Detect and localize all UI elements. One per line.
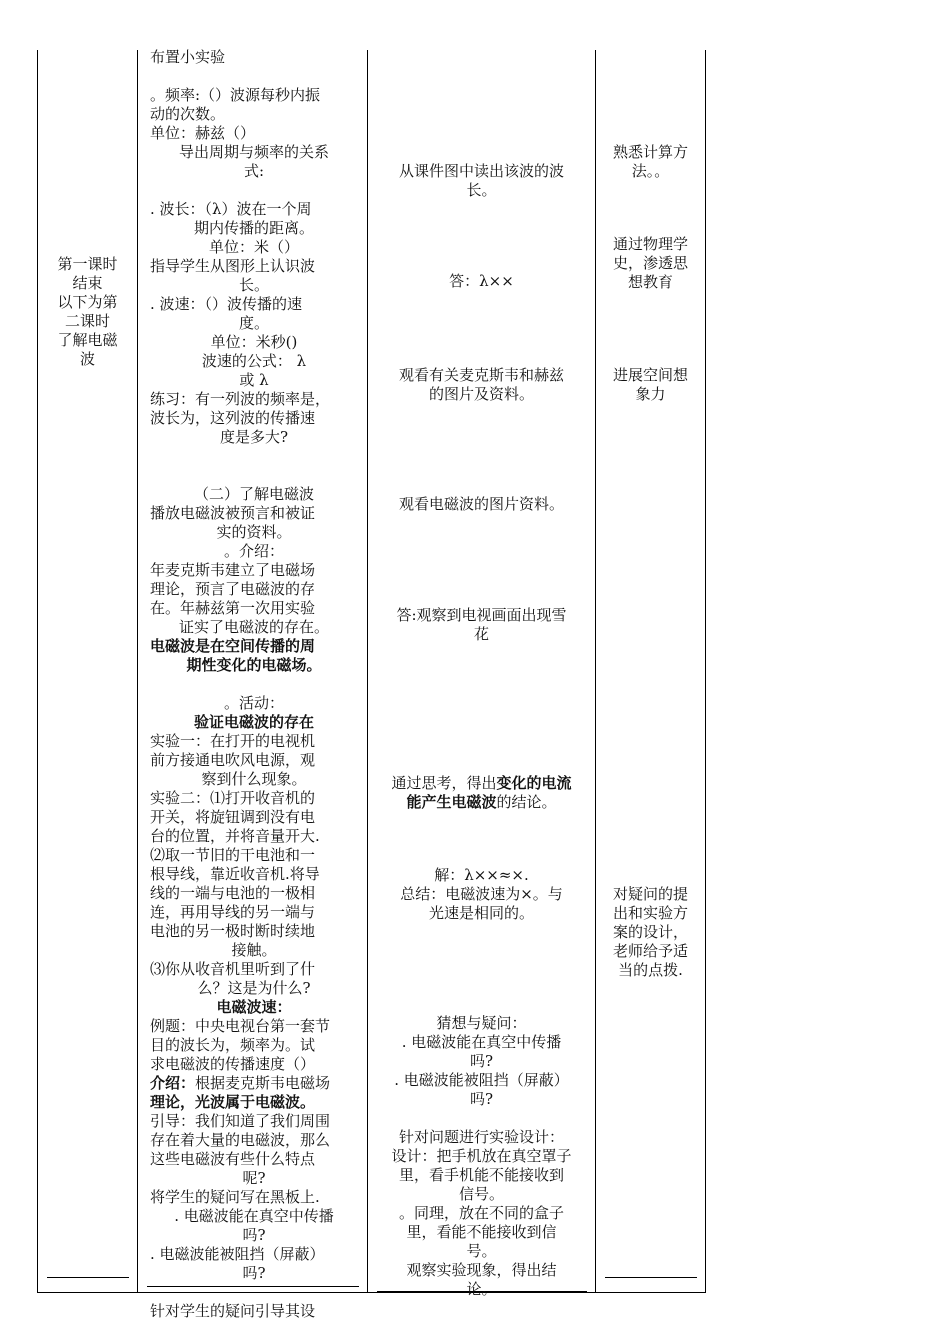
text-line: 结束 — [72, 274, 103, 292]
text-line: 导出周期与频率的关系 — [178, 143, 329, 161]
student-activity-block — [368, 774, 595, 812]
text-line: 。介绍： — [223, 542, 284, 560]
text-line: 二课时 — [64, 312, 110, 330]
cell-underline-col1 — [47, 1277, 129, 1278]
text-line: . 电磁波能被阻挡（屏蔽） — [150, 1245, 325, 1263]
text-line: 老师给予适 — [612, 942, 688, 960]
text-line: 期性变化的电磁场。 — [186, 656, 322, 674]
student-activity-block — [368, 272, 595, 291]
text-line: 电磁波是在空间传播的周 — [150, 637, 316, 655]
text-line: （二）了解电磁波 — [193, 485, 314, 503]
text-line: 吗? — [469, 1090, 494, 1108]
text-line: 练习：有一列波的频率是， — [150, 390, 331, 408]
text-line: 信号。 — [458, 1185, 504, 1203]
student-activity-block — [368, 1014, 595, 1299]
student-activity-column — [368, 0, 595, 1344]
text-line: 求电磁波的传播速度（） — [150, 1055, 316, 1073]
text-line: 度。 — [238, 314, 269, 332]
text-line: 号。 — [466, 1242, 497, 1260]
text-line: 前方接通电吹风电源，观 — [150, 751, 316, 769]
text-line: 史，渗透思 — [612, 254, 688, 272]
text-line: 。频率:（）波源每秒内振 — [150, 86, 321, 104]
text-line: 设计：把手机放在真空罩子 — [391, 1147, 572, 1165]
text-line: 年麦克斯韦建立了电磁场 — [150, 561, 316, 579]
teacher-activity-column — [150, 48, 358, 1321]
text-line: 观看有关麦克斯韦和赫兹 — [398, 366, 564, 384]
text-line: 解：λ××≈×. — [434, 866, 529, 884]
text-line — [150, 447, 358, 466]
text-line — [150, 675, 358, 694]
text-line: 能产生电磁波的结论。 — [406, 793, 557, 811]
text-line: 实验一：在打开的电视机 — [150, 732, 316, 750]
text-line: 长。 — [466, 181, 497, 199]
text-line: . 电磁波能被阻挡（屏蔽） — [394, 1071, 569, 1089]
bold-phrase: 能产生电磁波 — [406, 793, 497, 811]
text-line: 这些电磁波有些什么特点 — [150, 1150, 316, 1168]
text-line: 的图片及资料。 — [428, 385, 534, 403]
text-line: 猜想与疑问： — [436, 1014, 527, 1032]
text-line — [368, 1109, 595, 1128]
text-line: 台的位置，并将音量开大. — [150, 827, 320, 845]
student-activity-block — [368, 366, 595, 404]
text-line: 在。年赫兹第一次用实验 — [150, 599, 316, 617]
text-line: 波长为，这列波的传播速 — [150, 409, 316, 427]
text-line: 出和实验方 — [612, 904, 688, 922]
text-line — [150, 67, 358, 86]
text-line: 例题：中央电视台第一套节 — [150, 1017, 331, 1035]
text-line: 布置小实验 — [150, 48, 226, 66]
text-line: 接触。 — [231, 941, 277, 959]
text-line: 了解电磁 — [57, 331, 118, 349]
text-line: 答:观察到电视画面出现雪 — [396, 606, 567, 624]
column-divider-1 — [137, 50, 138, 1293]
text-line: 吗? — [242, 1226, 266, 1244]
text-line: 存在着大量的电磁波，那么 — [150, 1131, 331, 1149]
text-line: 度是多大? — [219, 428, 289, 446]
student-activity-block — [368, 866, 595, 923]
text-line: 电磁波速： — [216, 998, 292, 1016]
text-line: 线的一端与电池的一极相 — [150, 884, 316, 902]
text-line: 想教育 — [627, 273, 673, 291]
text-line: ⑵取一节旧的干电池和一 — [150, 846, 316, 864]
text-line: 单位：米秒() — [210, 333, 298, 351]
text-line: 波 — [79, 350, 95, 368]
text-line: 里，看手机能不能接收到 — [398, 1166, 564, 1184]
text-line: 验证电磁波的存在 — [193, 713, 314, 731]
text-line: 花 — [473, 625, 489, 643]
text-line: 。活动： — [223, 694, 284, 712]
text-line: 吗? — [469, 1052, 494, 1070]
text-line: ⑶你从收音机里听到了什 — [150, 960, 316, 978]
text-line: 连，再用导线的另一端与 — [150, 903, 316, 921]
text-line: 对疑问的提 — [612, 885, 688, 903]
text-line: 证实了电磁波的存在。 — [178, 618, 329, 636]
text-line: 察到什么现象。 — [201, 770, 307, 788]
text-line: 理论，光波属于电磁波。 — [150, 1093, 316, 1111]
text-line: 第一课时 — [57, 255, 118, 273]
text-line: 总结：电磁波速为×。与 — [400, 885, 563, 903]
text-line: 以下为第 — [57, 293, 118, 311]
bold-phrase: 变化的电流 — [496, 774, 572, 792]
text-line — [150, 181, 358, 200]
text-line: 单位：米（） — [208, 238, 299, 256]
text-line: 论。 — [466, 1280, 497, 1298]
design-intent-column — [596, 0, 705, 1344]
text-line: 观察实验现象，得出结 — [406, 1261, 557, 1279]
text-line: . 电磁波能在真空中传播 — [174, 1207, 334, 1225]
text-line: 实的资料。 — [216, 523, 292, 541]
text-line: 根导线，靠近收音机.将导 — [150, 865, 320, 883]
text-line: 呢? — [242, 1169, 266, 1187]
text-line: 针对学生的疑问引导其设 — [150, 1302, 316, 1320]
text-line: 。同理，放在不同的盒子 — [398, 1204, 564, 1222]
text-line: 里，看能不能接收到信 — [406, 1223, 557, 1241]
text-line: 长。 — [238, 276, 269, 294]
text-line: 通过物理学 — [612, 235, 688, 253]
text-line: 法。。 — [631, 162, 670, 180]
text-line: 象力 — [635, 385, 666, 403]
text-line: . 波速：（）波传播的速 — [150, 295, 303, 313]
text-line: 将学生的疑问写在黑板上. — [150, 1188, 320, 1206]
text-line: 答：λ×× — [449, 272, 514, 290]
table-border-left — [37, 50, 38, 1293]
design-intent-block — [596, 235, 705, 292]
text-line: 目的波长为，频率为。试 — [150, 1036, 316, 1054]
student-activity-block — [368, 495, 595, 514]
text-line: 针对问题进行实验设计： — [398, 1128, 564, 1146]
text-line: 指导学生从图形上认识波 — [150, 257, 316, 275]
text-line: 或 λ — [239, 371, 269, 389]
text-line: 波速的公式： λ — [201, 352, 307, 370]
text-line: 式: — [243, 162, 265, 180]
text-line: 进展空间想 — [612, 366, 688, 384]
text-line: 实验二：⑴打开收音机的 — [150, 789, 316, 807]
design-intent-block — [596, 366, 705, 404]
design-intent-block — [596, 885, 705, 980]
text-line: 动的次数。 — [150, 105, 226, 123]
text-line: 开关，将旋钮调到没有电 — [150, 808, 316, 826]
lesson-stage-column — [38, 255, 137, 369]
text-line: 从课件图中读出该波的波 — [398, 162, 564, 180]
text-line: 吗? — [242, 1264, 266, 1282]
text-line: 案的设计， — [612, 923, 688, 941]
text-line: 么？这是为什么? — [197, 979, 311, 997]
bold-phrase: 介绍： — [150, 1074, 196, 1092]
text-line: . 电磁波能在真空中传播 — [401, 1033, 562, 1051]
text-line: 光速是相同的。 — [428, 904, 534, 922]
text-line: . 波长：（λ）波在一个周 — [150, 200, 312, 218]
text-line: 单位：赫兹（） — [150, 124, 256, 142]
text-line: 期内传播的距离。 — [193, 219, 314, 237]
text-line: 通过思考，得出变化的电流 — [391, 774, 572, 792]
text-line: 熟悉计算方 — [612, 143, 688, 161]
text-line — [150, 1283, 358, 1302]
design-intent-block — [596, 143, 705, 181]
text-line — [150, 466, 358, 485]
text-line: 引导：我们知道了我们周围 — [150, 1112, 331, 1130]
student-activity-block — [368, 162, 595, 200]
text-line: 介绍：根据麦克斯韦电磁场 — [150, 1074, 331, 1092]
table-border-right — [705, 50, 706, 1293]
text-line: 播放电磁波被预言和被证 — [150, 504, 316, 522]
text-line: 当的点拨. — [618, 961, 683, 979]
text-line: 理论，预言了电磁波的存 — [150, 580, 316, 598]
text-line: 电池的另一极时断时续地 — [150, 922, 316, 940]
student-activity-block — [368, 606, 595, 644]
text-line: 观看电磁波的图片资料。 — [398, 495, 564, 513]
